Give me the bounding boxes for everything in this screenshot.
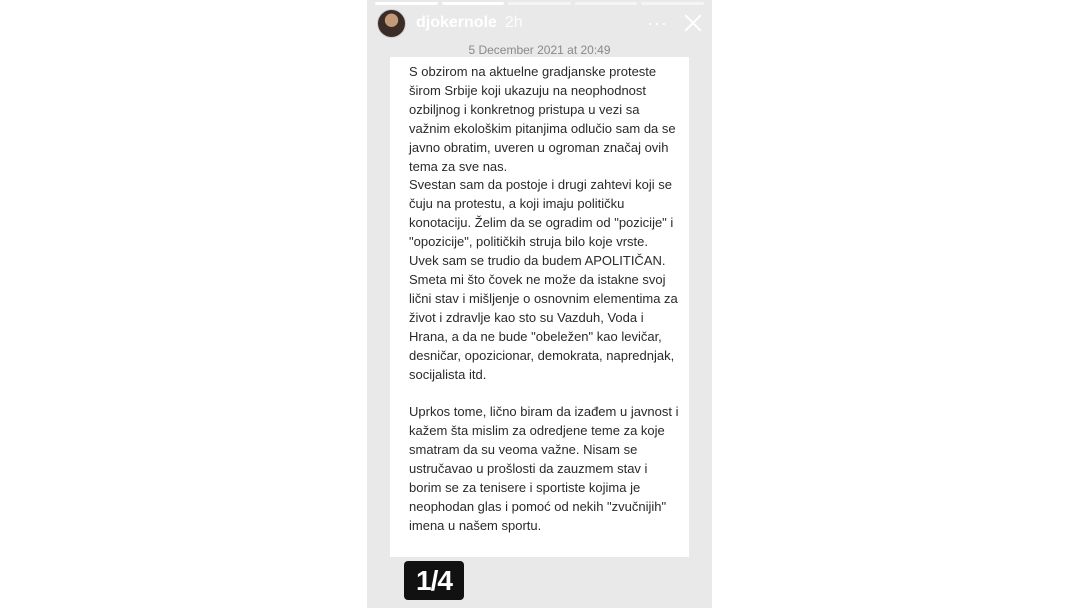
note-body: [390, 57, 689, 536]
avatar[interactable]: [377, 9, 406, 38]
progress-segment: [442, 2, 505, 5]
story-header: [377, 8, 704, 38]
story-progress-bar: [375, 2, 704, 5]
more-options-icon[interactable]: ···: [647, 12, 668, 33]
progress-segment: [508, 2, 571, 5]
note-date: 5 December 2021 at 20:49: [468, 43, 611, 57]
post-time: 2h: [504, 14, 523, 31]
note-card: [390, 57, 689, 557]
note-paragraph: Uprkos tome, lično biram da izađem u javnost i kažem šta mislim za odredjene teme za koje smatram da su veoma važne. Nisam se ustručavao u prošlosti da zauzmem stav i borim se za tenisere i sportiste kojima je neophodan glas i pomoć od nekih "zvučnijih" imena u našem sportu.: [409, 404, 679, 533]
note-paragraph: Svestan sam da postoje i drugi zahtevi koji se čuju na protestu, a koji imaju političku konotaciju. Želim da se ogradim od "pozicije" i "opozicije", političkih struja bilo koje vrste. Uvek sam se trudio da budem APOLITIČAN. Smeta mi što čovek ne može da istakne svoj lični stav i mišljenje o osnovnim elementima za život i zdravlje kao sto su Vazduh, Voda i Hrana, a da ne bude "obeležen" kao levičar, desničar, opozicionar, demokrata, naprednjak, socijalista itd.: [409, 177, 678, 382]
paragraph-gap: [409, 384, 681, 403]
page-counter-badge: 1/4: [404, 561, 464, 600]
note-paragraph: S obzirom na aktuelne gradjanske proteste širom Srbije koji ukazuju na neophodnost ozbiljnog i konkretnog pristupa u vezi sa važnim ekološkim pitanjima odlučio sam da se javno obratim, uveren u ogroman značaj ovih tema za sve nas.: [409, 64, 676, 174]
username[interactable]: djokernole: [416, 14, 497, 31]
progress-segment: [641, 2, 704, 5]
story-viewer[interactable]: [367, 0, 712, 608]
progress-segment: [375, 2, 438, 5]
progress-segment: [575, 2, 638, 5]
close-icon[interactable]: [682, 12, 704, 34]
